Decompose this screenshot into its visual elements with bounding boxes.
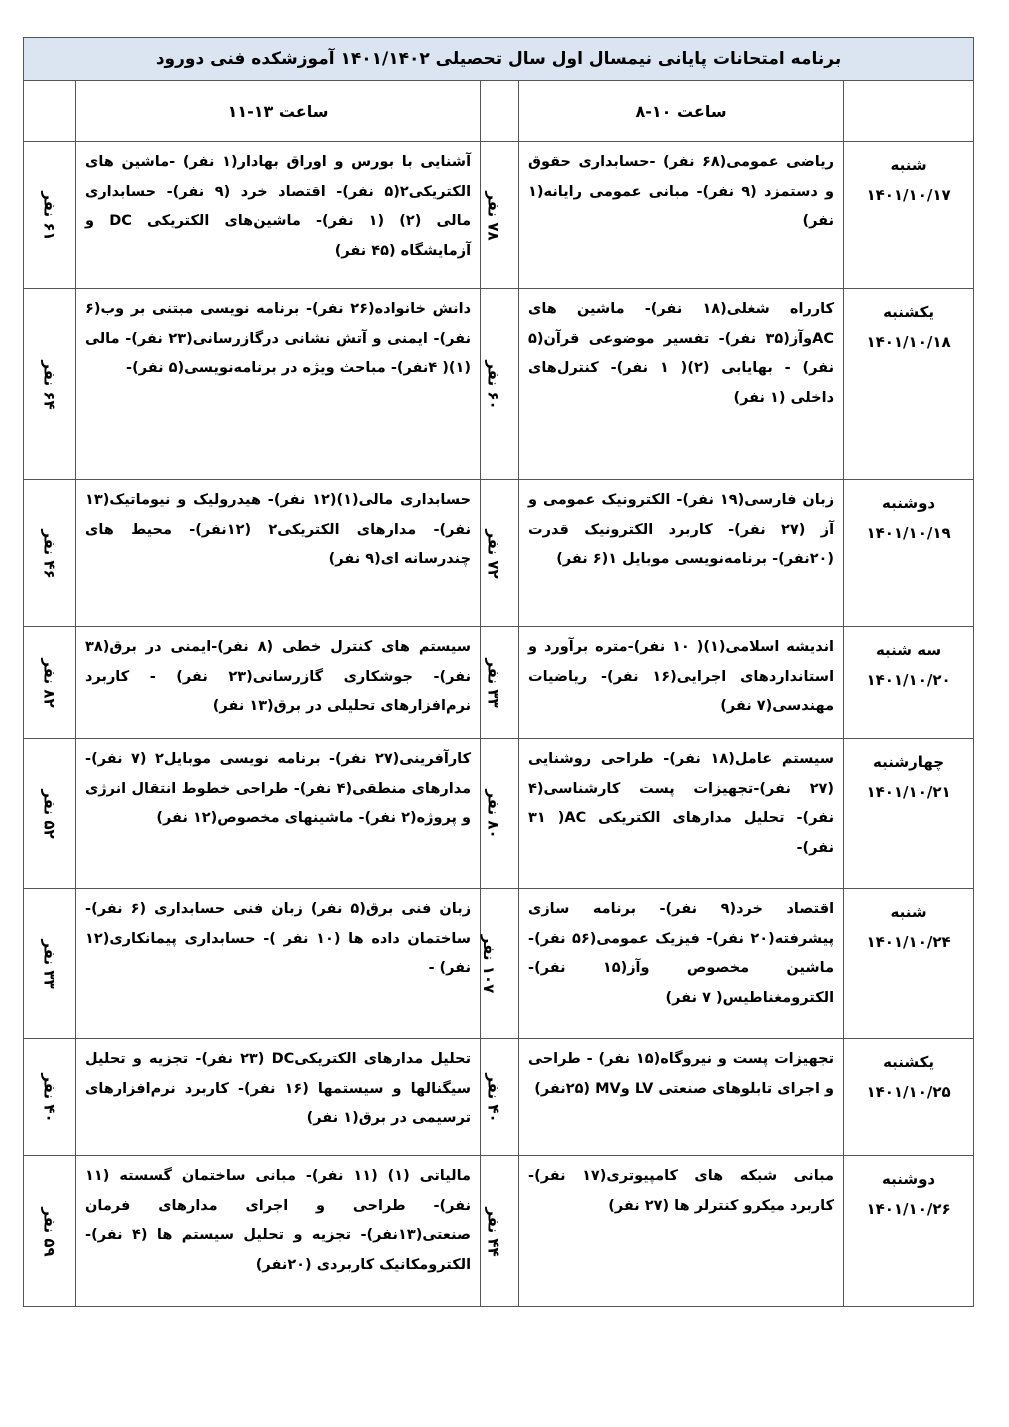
exam-date: ۱۴۰۱/۱۰/۲۱ <box>866 783 951 801</box>
morning-exams: سیستم عامل(۱۸ نفر)- طراحی روشنایی (۲۷ نفر)-تجهیزات پست کارشناسی(۴ نفر)- تحلیل مدارهای الکتریکی AC( ۳۱ نفر)- <box>519 739 844 889</box>
morning-count-cell <box>481 289 519 480</box>
day-name: سه شنبه <box>875 641 942 659</box>
exam-schedule-table <box>23 37 974 1307</box>
afternoon-exams: تحلیل مدارهای الکتریکیDC (۲۳ نفر)- تجزیه و تحلیل سیگنالها و سیستمها (۱۶ نفر)- کاربرد نرم‌افزارهای ترسیمی در برق(۱ نفر) <box>76 1039 481 1156</box>
exam-date: ۱۴۰۱/۱۰/۱۷ <box>866 186 951 204</box>
morning-exams: زبان فارسی(۱۹ نفر)- الکترونیک عمومی و آز (۲۷ نفر)- کاربرد الکترونیک قدرت (۲۰نفر)- برنامه‌نویسی موبایل ۱(۶ نفر) <box>519 480 844 627</box>
day-cell <box>844 142 974 289</box>
exam-date: ۱۴۰۱/۱۰/۲۴ <box>866 933 951 951</box>
day-name: شنبه <box>890 903 927 921</box>
schedule-row <box>24 480 974 627</box>
day-name: دوشنبه <box>881 494 936 512</box>
morning-count-header-cell <box>481 81 519 142</box>
morning-count: ۸۰ نفر <box>484 789 503 839</box>
afternoon-count-cell <box>24 627 76 739</box>
afternoon-count-cell <box>24 142 76 289</box>
day-name: یکشنبه <box>883 1053 935 1071</box>
morning-count: ۷۲ نفر <box>484 528 503 579</box>
day-header-cell <box>844 81 974 142</box>
afternoon-time-header: ساعت ۱۳-۱۱ <box>76 81 481 142</box>
day-name: چهارشنبه <box>873 753 945 771</box>
schedule-row <box>24 739 974 889</box>
morning-count-cell <box>481 889 519 1039</box>
morning-count: ۶۰ نفر <box>484 359 503 410</box>
exam-schedule-sheet <box>23 37 973 1307</box>
day-name: شنبه <box>890 156 927 174</box>
afternoon-count-cell <box>24 889 76 1039</box>
afternoon-count-header-cell <box>24 81 76 142</box>
morning-count: ۷۸ نفر <box>484 190 503 241</box>
afternoon-count: ۴۶ نفر <box>40 528 59 579</box>
day-name: دوشنبه <box>881 1170 936 1188</box>
schedule-row <box>24 627 974 739</box>
afternoon-count: ۵۲ نفر <box>40 789 59 839</box>
morning-count-cell <box>481 739 519 889</box>
schedule-row <box>24 889 974 1039</box>
afternoon-count: ۵۹ نفر <box>40 1206 59 1257</box>
morning-count-cell <box>481 142 519 289</box>
afternoon-count-cell <box>24 1156 76 1307</box>
morning-exams: اقتصاد خرد(۹ نفر)- برنامه سازی پیشرفته(۲۰ نفر)- فیزیک عمومی(۵۶ نفر)- ماشین مخصوص وآز(۱۵ نفر)- الکترومغناطیس( ۷ نفر) <box>519 889 844 1039</box>
schedule-row <box>24 142 974 289</box>
morning-count-cell <box>481 1039 519 1156</box>
day-cell <box>844 480 974 627</box>
day-cell <box>844 1039 974 1156</box>
afternoon-exams: سیستم های کنترل خطی (۸ نفر)-ایمنی در برق(۳۸ نفر)- جوشکاری گازرسانی(۲۳ نفر) - کاربرد نرم‌افزارهای تحلیلی در برق(۱۳ نفر) <box>76 627 481 739</box>
morning-count: ۳۳ نفر <box>484 658 503 708</box>
afternoon-exams: دانش خانواده(۲۶ نفر)- برنامه نویسی مبتنی بر وب(۶ نفر)- ایمنی و آتش نشانی درگازرسانی(۲۳ نفر)- مالی (۱)( ۴نفر)- مباحث ویژه در برنامه‌نویسی(۵ نفر)- <box>76 289 481 480</box>
day-name: یکشنبه <box>883 303 935 321</box>
day-cell <box>844 627 974 739</box>
morning-exams: ریاضی عمومی(۶۸ نفر) -حسابداری حقوق و دستمزد (۹ نفر)- مبانی عمومی رایانه(۱ نفر) <box>519 142 844 289</box>
schedule-row <box>24 289 974 480</box>
exam-date: ۱۴۰۱/۱۰/۲۶ <box>866 1200 951 1218</box>
exam-date: ۱۴۰۱/۱۰/۲۰ <box>866 671 951 689</box>
morning-exams: کارراه شغلی(۱۸ نفر)- ماشین های ACوآز(۳۵ نفر)- تفسیر موضوعی قرآن(۵ نفر) - بهایابی (۲)( ۱ نفر)- کنترل‌های داخلی (۱ نفر) <box>519 289 844 480</box>
morning-count: ۴۴ نفر <box>484 1206 503 1257</box>
afternoon-count: ۸۲ نفر <box>40 658 59 708</box>
morning-exams: تجهیزات پست و نیروگاه(۱۵ نفر) - طراحی و اجرای تابلوهای صنعتی LV وMV (۲۵نفر) <box>519 1039 844 1156</box>
afternoon-exams: زبان فنی برق(۵ نفر) زبان فنی حسابداری (۶ نفر)- ساختمان داده ها (۱۰ نفر )- حسابداری پیمانکاری(۱۲ نفر) - <box>76 889 481 1039</box>
exam-date: ۱۴۰۱/۱۰/۱۹ <box>866 524 951 542</box>
afternoon-count-cell <box>24 480 76 627</box>
schedule-title: برنامه امتحانات پایانی نیمسال اول سال تحصیلی ۱۴۰۱/۱۴۰۲ آموزشکده فنی دورود <box>24 38 974 81</box>
day-cell <box>844 289 974 480</box>
morning-exams: اندیشه اسلامی(۱)( ۱۰ نفر)-متره برآورد و استانداردهای اجرایی(۱۶ نفر)- ریاضیات مهندسی(۷ نفر) <box>519 627 844 739</box>
morning-count-cell <box>481 1156 519 1307</box>
exam-date: ۱۴۰۱/۱۰/۲۵ <box>866 1083 951 1101</box>
afternoon-count-cell <box>24 739 76 889</box>
schedule-row <box>24 1156 974 1307</box>
day-cell <box>844 889 974 1039</box>
afternoon-count: ۶۱ نفر <box>40 190 59 241</box>
afternoon-count: ۴۰ نفر <box>40 1072 59 1123</box>
morning-count: ۱۰۷ نفر <box>479 934 498 994</box>
afternoon-exams: کارآفرینی(۲۷ نفر)- برنامه نویسی موبایل۲ (۷ نفر)- مدارهای منطقی(۴ نفر)- طراحی خطوط انتقال انرژی و پروژه(۲ نفر)- ماشینهای مخصوص(۱۲ نفر) <box>76 739 481 889</box>
afternoon-count-cell <box>24 289 76 480</box>
afternoon-exams: حسابداری مالی(۱)(۱۲ نفر)- هیدرولیک و نیوماتیک(۱۳ نفر)- مدارهای الکتریکی۲ (۱۲نفر)- محیط های چندرسانه ای(۹ نفر) <box>76 480 481 627</box>
afternoon-exams: مالیاتی (۱) (۱۱ نفر)- مبانی ساختمان گسسته (۱۱ نفر)- طراحی و اجرای مدارهای فرمان صنعتی(۱۳نفر)- تجزیه و تحلیل سیستم ها (۴ نفر)- الکترومکانیک کاربردی (۲۰نفر) <box>76 1156 481 1307</box>
day-cell <box>844 1156 974 1307</box>
afternoon-count: ۶۴ نفر <box>40 359 59 410</box>
morning-count: ۴۰ نفر <box>484 1072 503 1123</box>
morning-count-cell <box>481 627 519 739</box>
afternoon-count: ۳۳ نفر <box>40 939 59 989</box>
morning-exams: مبانی شبکه های کامپیوتری(۱۷ نفر)- کاربرد میکرو کنترلر ها (۲۷ نفر) <box>519 1156 844 1307</box>
header-row <box>24 81 974 142</box>
morning-time-header: ساعت ۱۰-۸ <box>519 81 844 142</box>
afternoon-count-cell <box>24 1039 76 1156</box>
morning-count-cell <box>481 480 519 627</box>
day-cell <box>844 739 974 889</box>
afternoon-exams: آشنایی با بورس و اوراق بهادار(۱ نفر) -ماشین های الکتریکی۲(۵ نفر)- اقتصاد خرد (۹ نفر)- حسابداری مالی (۲) (۱ نفر)- ماشین‌های الکتریکی DC و آزمایشگاه (۴۵ نفر) <box>76 142 481 289</box>
schedule-row <box>24 1039 974 1156</box>
exam-date: ۱۴۰۱/۱۰/۱۸ <box>866 333 951 351</box>
